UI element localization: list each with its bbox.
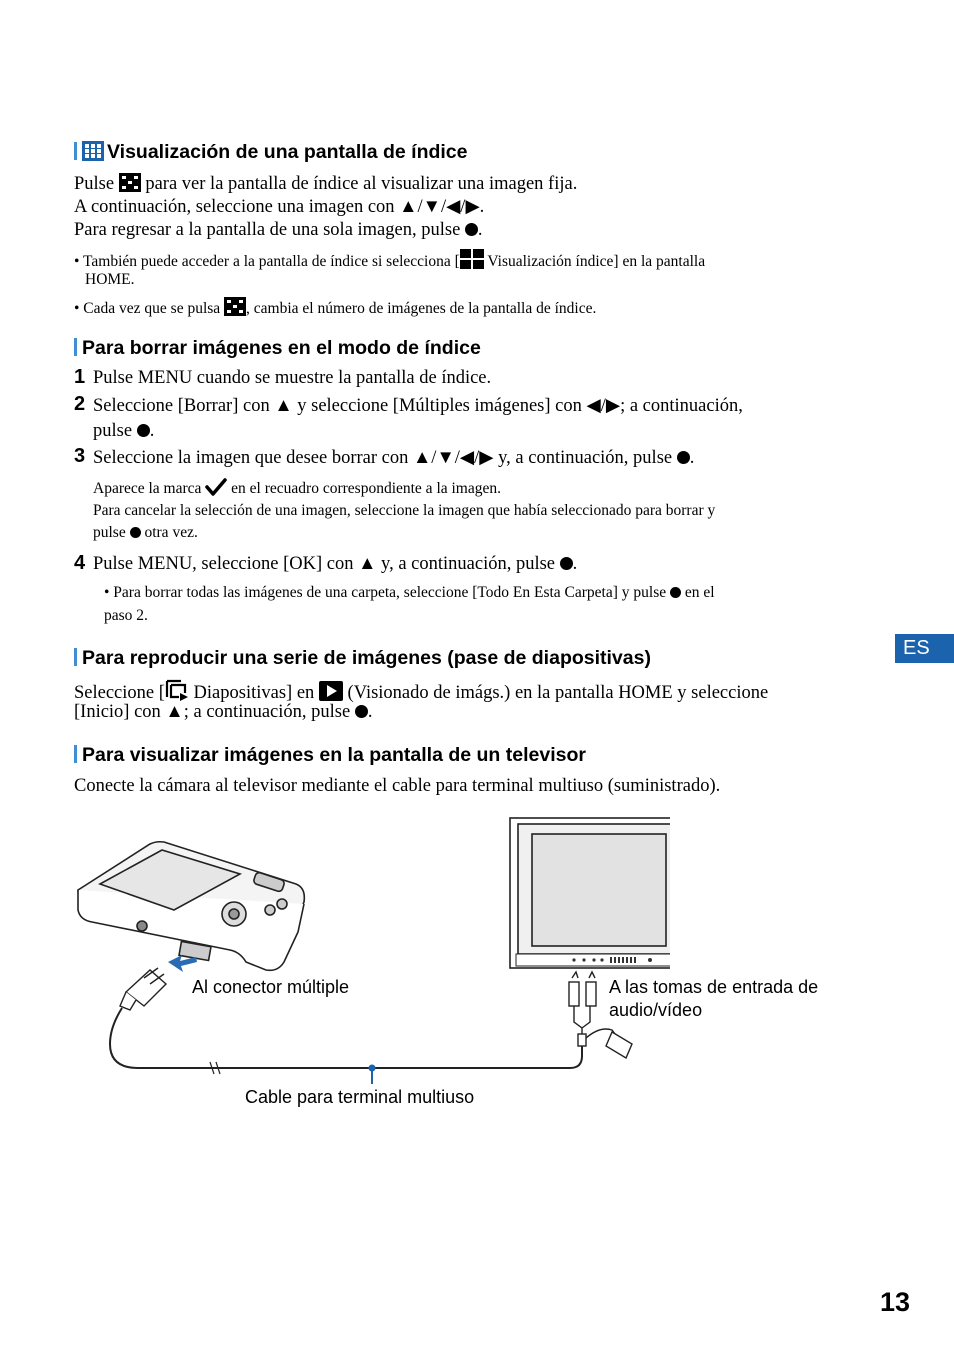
step-note (93, 524, 198, 542)
step-number: 4 (74, 552, 86, 574)
heading-accent-bar (74, 648, 77, 666)
bullet-note-cont: paso 2. (104, 607, 148, 624)
label-av-inputs: A las tomas de entrada de (609, 977, 819, 997)
paragraph (74, 679, 768, 704)
text: . (572, 554, 578, 574)
bullet-note (74, 249, 705, 271)
text: para ver la pantalla de índice al visualizar una imagen fija. (140, 174, 578, 194)
heading-text: Para visualizar imágenes en la pantalla de un televisor (82, 744, 586, 766)
slideshow-icon (165, 679, 189, 701)
heading-accent-bar (74, 745, 77, 763)
center-button-dot (465, 223, 478, 236)
section-heading-delete (74, 337, 481, 360)
tv-illustration (510, 818, 670, 968)
camera-illustration (78, 842, 304, 971)
index-grid-icon (119, 173, 141, 192)
text: en el (681, 584, 715, 601)
paragraph: Conecte la cámara al televisor mediante el cable para terminal multiuso (suministrado). (74, 776, 721, 796)
paragraph: A continuación, seleccione una imagen con ▲/▼/◀/▶. (74, 197, 485, 217)
index-grid-icon (224, 297, 246, 316)
step-note (93, 478, 501, 498)
text: (Visionado de imágs.) en la pantalla HOME y seleccione (342, 683, 769, 703)
section-heading-slideshow (74, 647, 651, 670)
multi-connector-plug (120, 968, 166, 1010)
text: • Cada vez que se pulsa (74, 300, 225, 317)
label-connector: Al conector múltiple (192, 977, 350, 997)
text: Seleccione la imagen que desee borrar con ▲/▼/◀/▶ y, a continuación, pulse (93, 448, 677, 468)
label-av-inputs: audio/vídeo (609, 1000, 703, 1020)
label-cable: Cable para terminal multiuso (245, 1087, 475, 1107)
text: Visualización índice] en la pantalla (483, 253, 706, 270)
text: en el recuadro correspondiente a la imagen. (227, 480, 501, 497)
heading-accent-bar (74, 142, 77, 160)
step-text: Seleccione [Borrar] con ▲ y seleccione [Múltiples imágenes] con ◀/▶; a continuación, (93, 396, 743, 416)
text: pulse (93, 421, 137, 441)
playback-icon (319, 681, 343, 701)
connection-illustration (70, 812, 670, 1112)
heading-text: Para reproducir una serie de imágenes (pase de diapositivas) (82, 647, 651, 669)
index-4grid-icon (460, 249, 484, 269)
checkmark-icon (205, 478, 227, 496)
language-tab: ES (895, 634, 954, 663)
text: . (367, 702, 373, 722)
bullet-note (104, 584, 715, 602)
step-text (93, 554, 577, 575)
paragraph (74, 220, 483, 241)
paragraph (74, 702, 372, 723)
heading-text: Para borrar imágenes en el modo de índice (82, 337, 481, 359)
bullet-note-cont: HOME. (85, 271, 135, 288)
step-text (93, 421, 154, 442)
cable-line (110, 1008, 582, 1068)
center-button-dot (670, 587, 681, 598)
text: pulse (93, 524, 130, 541)
section-heading-index (74, 141, 468, 164)
index-grid-icon (82, 141, 104, 161)
center-button-dot (355, 705, 368, 718)
text: Pulse MENU, seleccione [OK] con ▲ y, a continuación, pulse (93, 554, 560, 574)
text: Para regresar a la pantalla de una sola imagen, pulse (74, 220, 465, 240)
center-button-dot (137, 424, 150, 437)
step-text: Pulse MENU cuando se muestre la pantalla de índice. (93, 368, 492, 388)
center-button-dot (560, 557, 573, 570)
center-button-dot (677, 451, 690, 464)
center-button-dot (130, 527, 141, 538)
step-number: 2 (74, 393, 86, 415)
paragraph (74, 173, 577, 195)
text: , cambia el número de imágenes de la pantalla de índice. (246, 300, 597, 317)
text: • También puede acceder a la pantalla de índice si selecciona [ (74, 253, 460, 270)
text: Seleccione [ (74, 683, 165, 703)
heading-text: Visualización de una pantalla de índice (107, 141, 468, 163)
step-number: 3 (74, 445, 86, 467)
text: . (149, 421, 155, 441)
text: . (689, 448, 695, 468)
text: [Inicio] con ▲; a continuación, pulse (74, 702, 355, 722)
text: Pulse (74, 174, 119, 194)
heading-accent-bar (74, 338, 77, 356)
step-text (93, 447, 694, 469)
text: otra vez. (140, 524, 198, 541)
step-number: 1 (74, 366, 86, 388)
section-heading-tv (74, 744, 586, 767)
bullet-note (74, 297, 596, 318)
text: • Para borrar todas las imágenes de una carpeta, seleccione [Todo En Esta Carpeta] y pulse (104, 584, 670, 601)
page-number: 13 (880, 1287, 911, 1317)
step-note: Para cancelar la selección de una imagen, seleccione la imagen que había seleccionado para borrar y (93, 502, 716, 519)
text: Diapositivas] en (188, 683, 319, 703)
text: Aparece la marca (93, 480, 206, 497)
text: . (477, 220, 483, 240)
